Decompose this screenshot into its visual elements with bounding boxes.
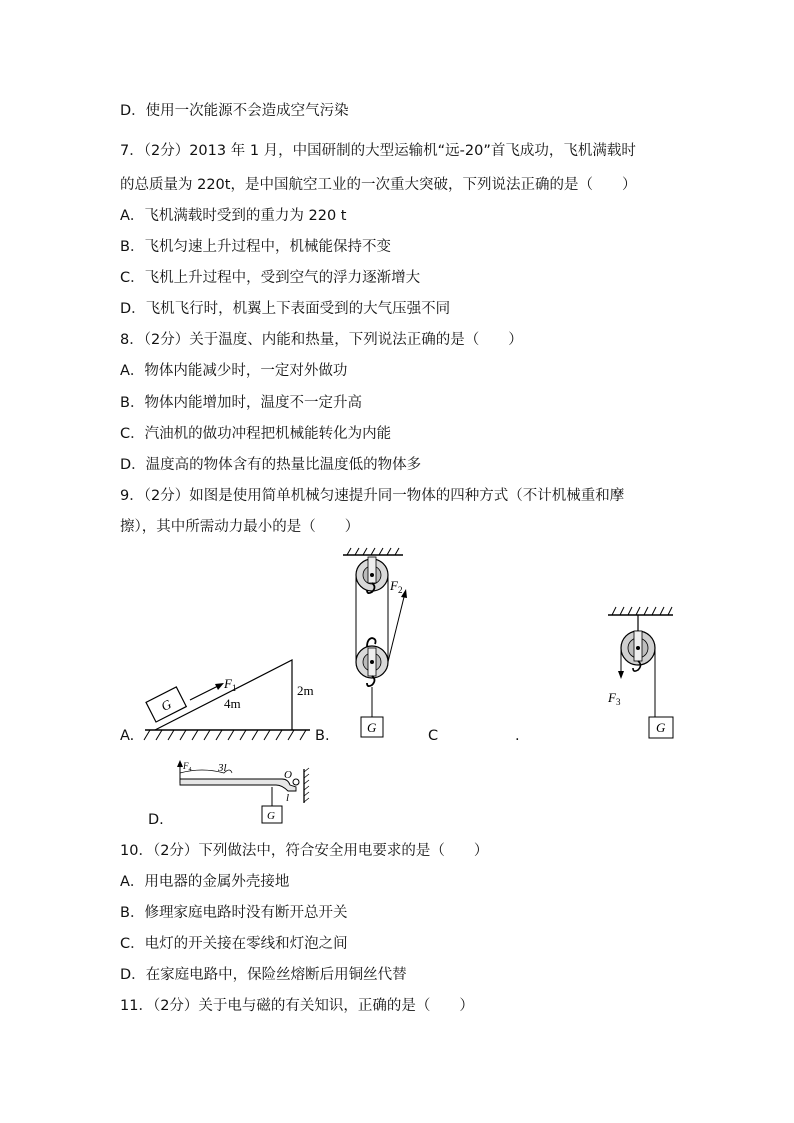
q7-stem-line1: 7．（2分）2013 年 1 月，中国研制的大型运输机“远-20”首飞成功，飞机满载时 — [120, 143, 636, 159]
fig-option-a-label: A. — [120, 728, 135, 744]
q7-stem-line2: 的总质量为 220t，是中国航空工业的一次重大突破，下列说法正确的是（ ） — [120, 177, 637, 193]
fixed-pulley-weight-label: G — [656, 720, 666, 735]
fixed-pulley-figure — [598, 603, 688, 743]
pulley-group-weight-label: G — [367, 720, 377, 735]
incline-force-label: $F_1$ — [224, 676, 237, 693]
q8-option-c: C．汽油机的做功冲程把机械能转化为内能 — [120, 426, 392, 442]
incline-length-label: 4m — [224, 696, 241, 711]
q7-option-d: D．飞机飞行时，机翼上下表面受到的大气压强不同 — [120, 301, 451, 317]
q10-option-a: A．用电器的金属外壳接地 — [120, 874, 290, 890]
incline-weight-label: G — [158, 696, 174, 714]
q8-option-a: A．物体内能减少时，一定对外做功 — [120, 363, 348, 379]
q9-stem-line2: 擦），其中所需动力最小的是（ ） — [120, 519, 360, 535]
fig-option-b-label: B. — [315, 728, 330, 744]
lever-long-arm-label: 3l — [218, 762, 227, 774]
q9-stem-line1: 9．（2分）如图是使用简单机械匀速提升同一物体的四种方式（不计机械重和摩 — [120, 488, 625, 504]
lever-pivot-label: O — [284, 769, 292, 781]
lever-short-arm-label: l — [286, 792, 290, 804]
pulley-group-figure — [335, 545, 415, 745]
q11-stem: 11．（2分）关于电与磁的有关知识，正确的是（ ） — [120, 998, 474, 1014]
q6-option-d: D．使用一次能源不会造成空气污染 — [120, 103, 349, 119]
lever-force-label: $F_4$ — [183, 761, 192, 773]
q10-option-b: B．修理家庭电路时没有断开总开关 — [120, 905, 348, 921]
incline-figure — [140, 650, 320, 750]
q10-option-c: C．电灯的开关接在零线和灯泡之间 — [120, 936, 348, 952]
q10-option-d: D．在家庭电路中，保险丝熔断后用铜丝代替 — [120, 967, 407, 983]
lever-figure — [172, 757, 317, 827]
lever-weight-label: G — [267, 810, 275, 822]
fixed-pulley-force-label: $F_3$ — [608, 690, 621, 707]
fig-option-d-label: D. — [148, 812, 164, 828]
q10-stem: 10．（2分）下列做法中，符合安全用电要求的是（ ） — [120, 843, 489, 859]
q7-option-a: A．飞机满载时受到的重力为 220 t — [120, 208, 347, 224]
q8-option-b: B．物体内能增加时，温度不一定升高 — [120, 395, 362, 411]
q7-option-b: B．飞机匀速上升过程中，机械能保持不变 — [120, 239, 391, 255]
fig-option-c-dot: . — [515, 728, 520, 744]
q7-option-c: C．飞机上升过程中，受到空气的浮力逐渐增大 — [120, 270, 421, 286]
fig-option-c-label: C — [428, 728, 439, 744]
incline-height-label: 2m — [297, 683, 314, 698]
pulley-group-force-label: $F_2$ — [390, 578, 403, 595]
q8-option-d: D．温度高的物体含有的热量比温度低的物体多 — [120, 457, 422, 473]
q8-stem: 8．（2分）关于温度、内能和热量，下列说法正确的是（ ） — [120, 332, 523, 348]
